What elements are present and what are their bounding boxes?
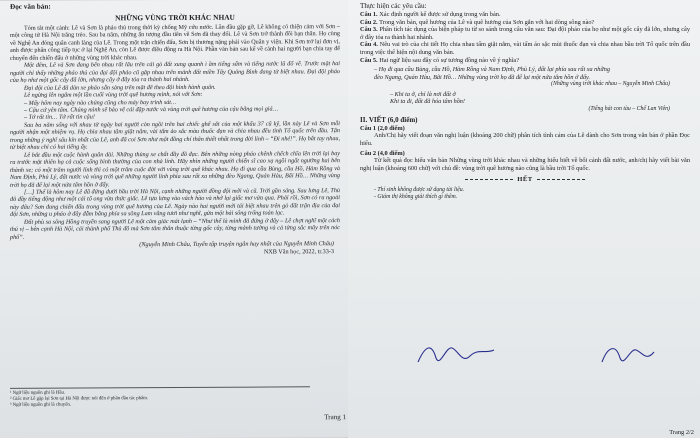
quote-source: (Những vùng trời khác nhau – Nguyễn Minh Châu) [551,80,670,87]
passage-body [10,24,340,242]
reading-heading: Đọc văn bản: [10,2,51,11]
passage-paragraph: Sau ba năm sống với nhau từ ngày hai người còn ngồi trên hai chiếc ghế sắt của một khẩu 37 cũ kỹ, lần này Lê và Sơn mỗi người nhận một nhiệm vụ. Họ chia nhau tâm giặt nắm, vài tấm ảo sắc màu thuốc đạn và chia nhau đều tình Tổ quốc trên đầu. Tận trong những ý nghĩ sâu kín nhất của Lê, anh đã coi Sơn như một đồng chí thân thiết nhất trong đời lính – “Đi nhé!”. Họ bắt tay nhau, từ biệt nhau chỉ có hai tiếng ấy. [10,121,340,152]
passage-dialogue: – Cậu cứ yên tâm. Chúng mình sẽ bảo vệ cái đập nước và vùng trời quê hương của cậu bằng mọi giá… [24,106,279,114]
writing-section-heading: II. VIẾT (6,0 điểm) [360,115,418,124]
passage-paragraph: Đất phù sa sông Hồng truyền sang người Lê một cảm giác mát lạnh – “Như thế là mình đã đứng ở đây – Lê chợt nghĩ một cách thú vị – bên cạnh Hà Nội, cái thành phố Thủ đô mà Sơn tâm thân thuộc từng gốc cây, từng mảnh tường và cả từng sắc mây trên nóc phố”. [10,217,340,241]
writing-questions [360,125,690,173]
exam-note: - Giám thị không giải thích gì thêm. [374,194,458,201]
writing-q2-text: Từ kết quả đọc hiểu văn bản Những vùng trời khác nhau và những hiểu biết về bối cảnh đất nước, anh/chị hãy viết bài văn nghị luận (khoảng 600 chữ) với chủ đề: vùng trời quê hương nào cũng là bầu trời Tổ quốc. [360,157,690,172]
question-2: Câu 2. Trong văn bản, quê hương của Lê và quê hương của Sơn gắn với hai dòng sông nào? [360,18,595,26]
passage-title: NHỮNG VÙNG TRỜI KHÁC NHAU [115,12,235,23]
passage-dialogue: – Tớ rất tin… Tớ rất tin cậu! [24,114,95,122]
quote-line: – Họ đi qua cầu Bùng, cầu Hồ, Hàm Rồng và Nam Định, Phủ Lý, đất lại phía sau rất xa những [374,66,610,74]
writing-q2-label: Câu 2 (4,0 điểm) [360,149,405,157]
footnote: ² Giấc mơ Lê gặp lại Sơn tại Hà Nội được nói đến ở phần đầu tác phẩm. [10,396,149,402]
passage-paragraph: Lê bắt đầu một cuộc hành quân dài. Những thùng xe chất đầy đồ đạc. Bên những nòng pháo chênh chếch chĩa lên trời lại bay ra trước mặt thiên hạ cả cuộc sống bình thường của con nhà lính. Hãy nhìn những người chiến sĩ cao xạ ngồi ngất ngưởng hai bên thành xe; có một trăm người lính thì có một trăm cuộc đời với vùng trời quê khác nhau. Họ đi qua cầu Bùng, cầu Hồ, Hàm Rồng và Nam Định, Phủ Lý, đất nước và vùng trời quê những người lính phía sau rất xa những đèo Ngang, Quán Hàu, Bãi Hồ… Những vùng trời họ đã để lại một nửa tâm hồn ở đấy. [10,150,340,189]
question-5: Câu 5. Hai ngữ liệu sau đây có sự tương đồng nào về ý nghĩa? [360,56,520,64]
signature-mark-2 [598,340,658,370]
quote-line: đèo Ngang, Quán Hàu, Bãi Hồ… Những vùng trời họ đã để lại một nửa tâm hồn ở đấy. [374,73,590,81]
end-marker: HẾT [360,176,690,183]
tasks-heading: Thực hiện các yêu cầu: [360,2,427,10]
writing-q1-text: Anh/Chị hãy viết đoạn văn nghị luận (khoảng 200 chữ) phân tích tình cảm của Lê dành cho Sơn trong văn bản ở phần Đọc hiểu. [360,132,690,147]
passage-paragraph: Một đêm, Lê và Sơn đang bên nhau rất lâu trên cái gò đất xung quanh ì ầm tiếng sấm và tiếng nước lũ đổ về. Trước mặt hai người chỉ thấy những pháo thủ của đại đội pháo cũ gặp nhau trên mảnh đất miền Tây Quảng Bình đang từ biệt nhau. Đại đội pháo của họ như một gốc cây đã lớn, nhưng cây ở đây tỏa ra thành hai nhánh. [10,61,340,85]
page-number: Trang 2/2 [669,429,694,436]
reading-questions [360,11,690,64]
exam-page-2 [348,0,700,438]
source-publisher: NXB Văn học, 2022, tr.33-3 [263,247,334,256]
passage-paragraph: Đại đội của Lê đã dàn xe pháo sẵn sàng trên mặt đê theo đội hình hành quân. [24,84,216,92]
poem-source: (Tiếng hát con tàu – Chế Lan Viên) [588,105,670,112]
question-3: Câu 3. Phân tích tác dụng của biện pháp tu từ so sánh trong câu văn sau: Đại đội pháo của họ như một gốc cây đã lớn, nhưng cây ở đây tỏa ra thành hai nhánh. [360,26,690,41]
source-author: (Nguyễn Minh Châu, Tuyển tập truyện ngắn hay nhất của Nguyễn Minh Châu) [139,240,334,249]
exam-note: - Thí sinh không được sử dụng tài liệu. [374,187,465,194]
poem-line: Khi ta đi, đất đã hóa tâm hồn! [390,98,465,106]
page-number: Trang 1 [324,413,346,422]
quote-2 [360,91,690,113]
question-4: Câu 4. Nêu vai trò của chi tiết Họ chia nhau tấm giặt nắm, vài tấm áo sặc mùi thuốc đạn và chia nhau bầu trời Tổ quốc trên đầu trong việc thể hiện nội dung văn bản. [360,41,691,56]
question-1: Câu 1. Xác định người kể được sử dụng trong văn bản. [360,11,501,18]
footnotes [10,386,310,409]
passage-paragraph: Lê ngừng lên ngắm một lần cuối vùng trời quê hương mình, nói với Sơn: [24,91,203,99]
passage-summary: Tóm tắt một cảnh: Lê và Sơn là pháo thủ trong thời kỳ chống Mỹ cứu nước. Lần đầu gặp gỡ, Lê không có thiện cảm với Sơn – một công tử Hà Nội trắng trẻo. Sau ba năm, những ấn tượng đầu tiên về Sơn đã thay đổi. Lê và Sơn trở thành đôi bạn thân. Họ cùng về Nghệ An đóng quân canh làng của Lê. Trong một trận chiến đấu, Sơn bị thương nặng phải vào Quân y viện. Khi Sơn trở lại đơn vị, anh được phân công tiếp tục ở lại Nghệ An, còn Lê được điều động ra Hà Nội. Phần văn bản sau kể về cảnh hai người bạn chia tay để chuyển đến chiến đấu ở những vùng trời khác nhau. [10,24,340,62]
writing-q1-label: Câu 1 (2,0 điểm) [360,124,405,132]
signature-mark-1 [412,336,502,370]
footnote: ³ Ngữ liệu nguồn ghi là chuyển. [10,402,71,408]
footnote: ¹ Ngữ liệu nguồn ghi là Hầu. [10,390,66,396]
exam-notes [360,187,690,201]
passage-dialogue: – Mấy hôm nay ngày nào chúng cũng cho máy bay trinh sát… [24,99,177,107]
quote-1 [360,66,690,88]
poem-line: – Khi ta ở, chỉ là nơi đất ở [390,90,456,98]
passage-paragraph: […] Thế là hôm nay Lê đã đứng dưới bầu trời Hà Nội, cạnh những người đồng đội mới và cũ. Trời gần sáng. Sau lưng Lê, Thủ đô đầy tiếng động như một cái tổ ong vừa thức giấc. Lê tựa lưng vào vách hào và nhớ lại giấc mơ vừa qua. Phải rồi, Sơn có ra ngoài này đâu? Sơn đang chiến đấu trong vùng trời quê hương của Lê. Ngày nào hai người mới tái biệt nhau trên gò đất trận địa của đại đội Sơn, những u pháo ở đây đẫm bằng phía sa sông Lam vằng tươi như nghĩ, gửa một bài sông trống toàn lạc. [10,188,340,219]
